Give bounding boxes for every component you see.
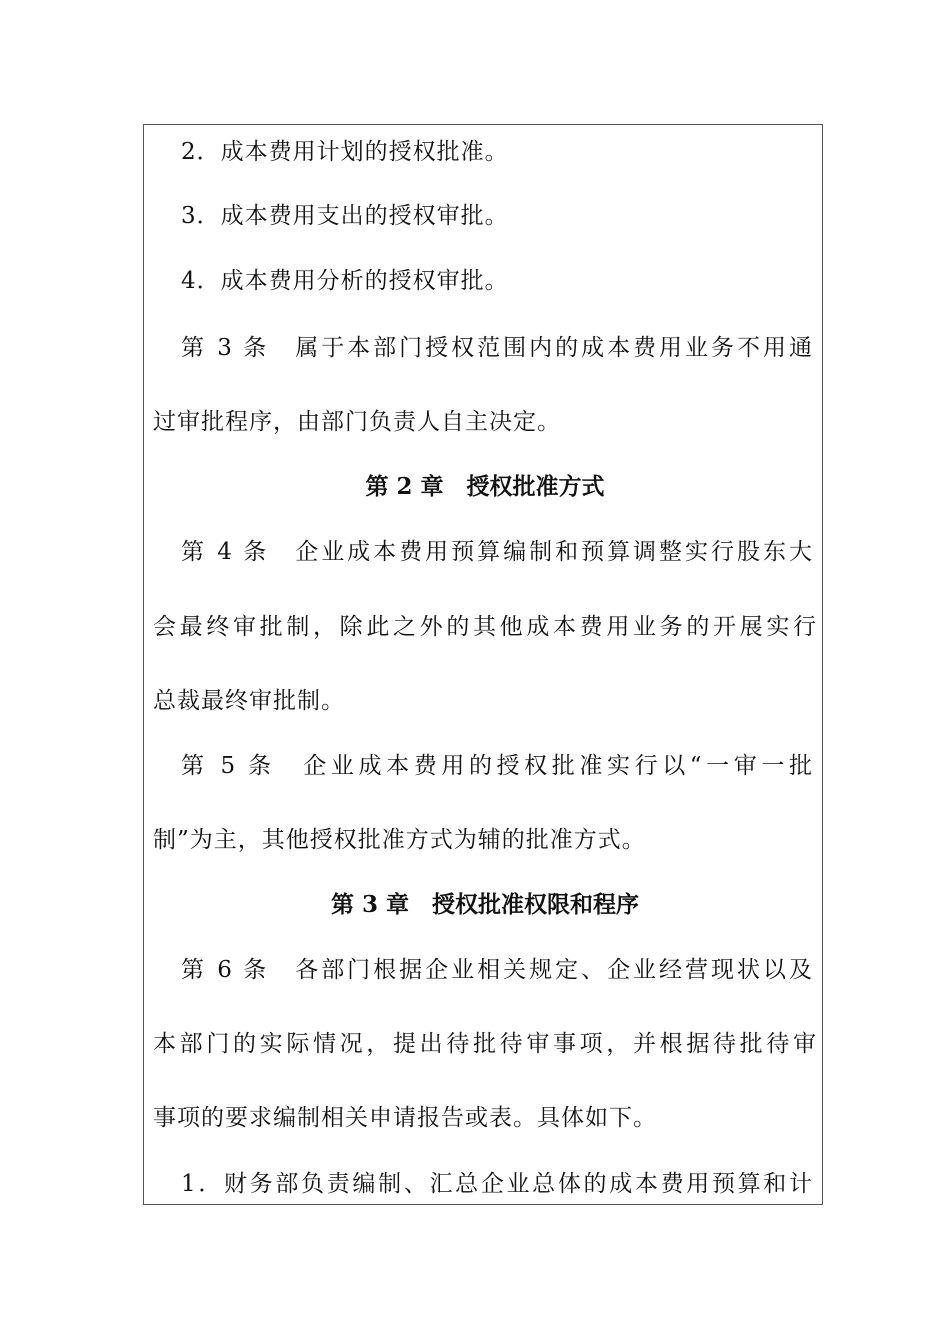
article-4-line-2: 会最终审批制，除此之外的其他成本费用业务的开展实行 [153,614,817,640]
list-item-3: 3．成本费用支出的授权审批。 [181,203,509,229]
article-6-item-1: 1．财务部负责编制、汇总企业总体的成本费用预算和计 [181,1171,813,1197]
article-6-line-1: 第 6 条 各部门根据企业相关规定、企业经营现状以及 [181,957,813,983]
article-4-line-3: 总裁最终审批制。 [153,688,345,714]
list-item-2: 2．成本费用计划的授权批准。 [181,139,509,165]
article-3-line-1: 第 3 条 属于本部门授权范围内的成本费用业务不用通 [181,335,813,361]
article-3-line-2: 过审批程序，由部门负责人自主决定。 [153,409,561,435]
list-item-4: 4．成本费用分析的授权审批。 [181,268,509,294]
article-6-line-2: 本部门的实际情况，提出待批待审事项，并根据待批待审 [153,1031,817,1057]
article-6-line-3: 事项的要求编制相关申请报告或表。具体如下。 [153,1105,657,1131]
chapter-3-heading: 第 3 章 授权批准权限和程序 [330,891,640,918]
chapter-2-heading: 第 2 章 授权批准方式 [365,473,605,500]
article-5-line-1: 第 5 条 企业成本费用的授权批准实行以“一审一批 [181,753,813,779]
article-4-line-1: 第 4 条 企业成本费用预算编制和预算调整实行股东大 [181,539,813,565]
article-5-line-2: 制”为主，其他授权批准方式为辅的批准方式。 [153,827,646,853]
